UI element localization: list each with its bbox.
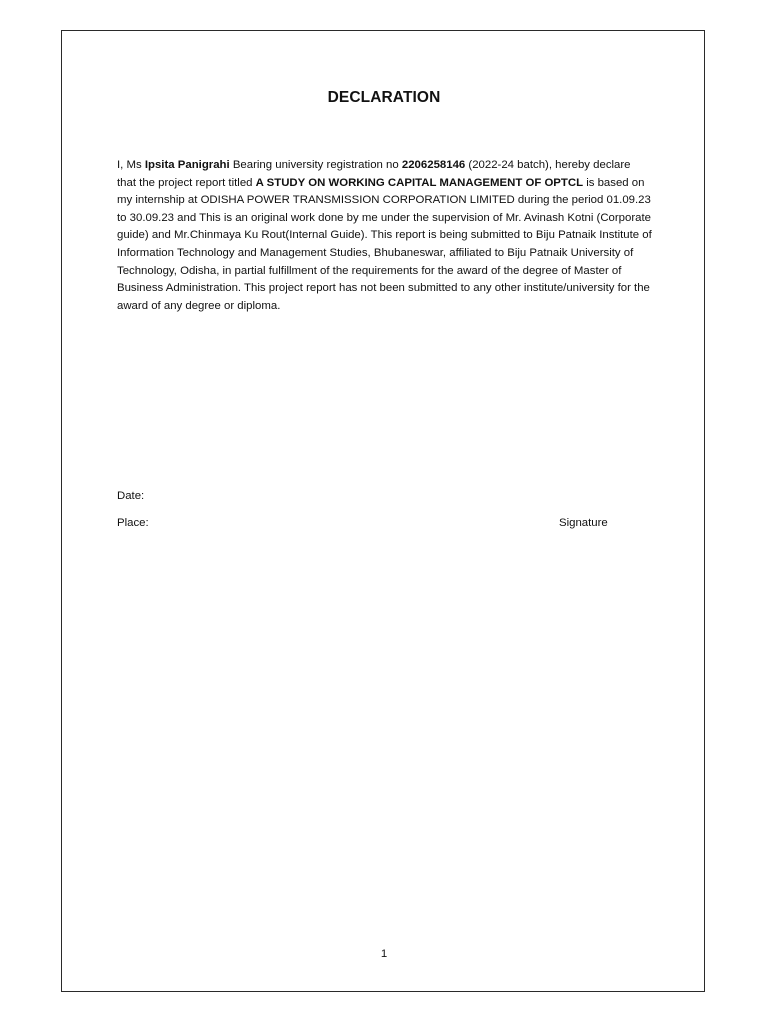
registration-number: 2206258146 bbox=[401, 159, 466, 171]
place-label: Place: bbox=[117, 517, 149, 529]
declaration-text-part3: (2022-24 batch), hereby declare that the project report titled bbox=[117, 159, 631, 189]
declaration-text-part2: Bearing university registration no bbox=[229, 159, 402, 171]
page-title: DECLARATION bbox=[327, 89, 441, 106]
date-label: Date: bbox=[117, 490, 145, 502]
signature-label: Signature bbox=[559, 517, 608, 529]
student-name: Ipsita Panigrahi bbox=[144, 159, 230, 171]
declaration-text-part4: is based on my internship at ODISHA POWER TRANSMISSION CORPORATION LIMITED during the period 01.09.23 to 30.09.23 and This is an original work done by me under the supervision of Mr. Avinash Kotni (Corporate guide) and Mr.Chinmaya Ku Rout(Internal Guide). This report is being submitted to Biju Patnaik Institute of Information Technology and Management Studies, Bhubaneswar, affiliated to Biju Patnaik University of Technology, Odisha, in partial fulfillment of the requirements for the award of the degree of Master of Business Administration. This project report has not been submitted to any other institute/university for the award of any degree or diploma. bbox=[117, 176, 652, 312]
declaration-paragraph bbox=[117, 157, 652, 315]
page-number: 1 bbox=[380, 948, 388, 960]
declaration-text-part1: I, Ms bbox=[117, 159, 145, 171]
report-title: A STUDY ON WORKING CAPITAL MANAGEMENT OF OPTCL bbox=[255, 176, 584, 189]
